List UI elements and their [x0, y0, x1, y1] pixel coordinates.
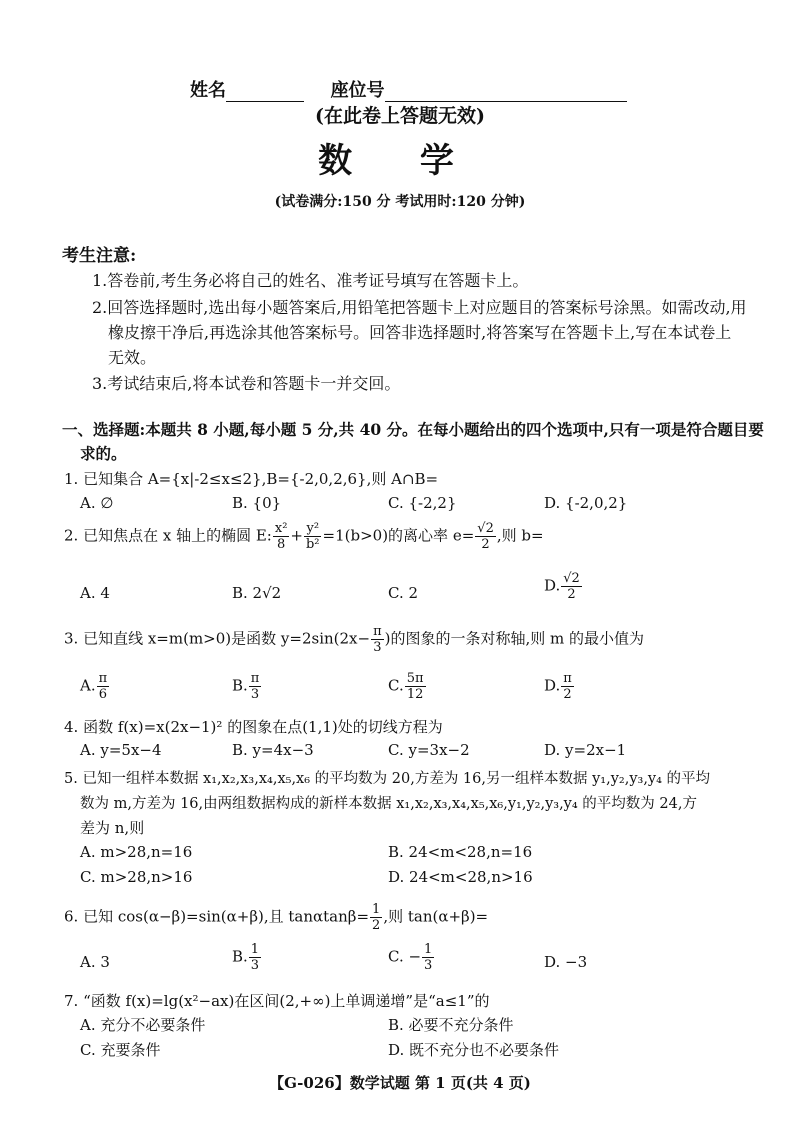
- q5-option-c: C. m>28,n>16: [80, 868, 193, 886]
- q3-option-a: A. $\frac{\pi}{6}$: [80, 671, 108, 702]
- q7-option-c: C. 充要条件: [80, 1041, 161, 1059]
- q7-option-b: B. 必要不充分条件: [388, 1016, 514, 1034]
- exam-info: (试卷满分:150 分 考试用时:120 分钟): [274, 194, 526, 210]
- q2-text-2: =1(b>0)的离心率 e=: [322, 526, 475, 545]
- q2-frac-y: $\frac{\text{y²}}{\text{b²}}$: [305, 521, 320, 552]
- q2-frac-x: $\frac{\text{x²}}{8}$: [274, 521, 288, 552]
- question-7-stem: 7. “函数 f(x)=lg(x²−ax)在区间(2,+∞)上单调递增”是“a≤1”的: [64, 992, 490, 1010]
- q4-option-a: A. y=5x−4: [80, 741, 162, 759]
- q2-option-b: B. 2√2: [232, 584, 282, 602]
- q6-frac-half: $\frac{1}{2}$: [372, 902, 381, 933]
- notice-item-2: 2.回答选择题时,选出每小题答案后,用铅笔把答题卡上对应题目的答案标号涂黑。如需改动,用: [92, 298, 747, 317]
- q6-option-c: C. − $\frac{1}{3}$: [388, 942, 433, 973]
- notice-item-1: 1.答卷前,考生务必将自己的姓名、准考证号填写在答题卡上。: [92, 271, 529, 290]
- page-footer: 【G-026】数学试题 第 1 页(共 4 页): [269, 1074, 531, 1092]
- q6-text-1: 6. 已知 cos(α−β)=sin(α+β),且 tanαtanβ=: [64, 907, 370, 926]
- q2-text-1: 2. 已知焦点在 x 轴上的椭圆 E:: [64, 526, 272, 545]
- q5-option-d: D. 24<m<28,n>16: [388, 868, 533, 886]
- q2-frac-e: $\frac{√2}{2}$: [477, 521, 494, 552]
- q2-option-d-label: D.: [544, 576, 561, 595]
- invalid-note: (在此卷上答题无效): [315, 105, 485, 127]
- notice-item-3: 3.考试结束后,将本试卷和答题卡一并交回。: [92, 374, 401, 393]
- question-5-line-2: 数为 m,方差为 16,由两组数据构成的新样本数据 x₁,x₂,x₃,x₄,x₅,x₆,y₁,y₂,y₃,y₄ 的平均数为 24,方: [80, 796, 697, 812]
- q5-option-b: B. 24<m<28,n=16: [388, 843, 533, 861]
- notice-item-2-cont: 橡皮擦干净后,再选涂其他答案标号。回答非选择题时,将答案写在答题卡上,写在本试卷上: [108, 323, 732, 342]
- question-5-line-1: 5. 已知一组样本数据 x₁,x₂,x₃,x₄,x₅,x₆ 的平均数为 20,方差为 16,另一组样本数据 y₁,y₂,y₃,y₄ 的平均: [64, 771, 711, 787]
- notice-item-2-end: 无效。: [108, 348, 157, 367]
- header-row: [190, 76, 627, 102]
- q6-option-d: D. −3: [544, 953, 588, 971]
- q6-text-2: ,则 tan(α+β)=: [383, 907, 489, 926]
- page-title: 数 学: [318, 141, 482, 181]
- q1-option-a: A. ∅: [80, 494, 114, 512]
- q3-option-d: D. $\frac{\pi}{2}$: [544, 671, 572, 702]
- q1-option-c: C. {-2,2}: [388, 494, 457, 512]
- q6-option-b: B. $\frac{1}{3}$: [232, 942, 260, 973]
- q1-option-d: D. {-2,0,2}: [544, 494, 628, 512]
- q3-text-1: 3. 已知直线 x=m(m>0)是函数 y=2sin(2x−: [64, 629, 371, 648]
- question-1-stem: 1. 已知集合 A={x|-2≤x≤2},B={-2,0,2,6},则 A∩B=: [64, 470, 439, 488]
- name-label: 姓名: [190, 80, 226, 101]
- q3-frac-pi3: $\frac{\pi}{3}$: [373, 624, 382, 655]
- question-4-stem: 4. 函数 f(x)=x(2x−1)² 的图象在点(1,1)处的切线方程为: [64, 718, 443, 736]
- seat-label: 座位号: [330, 80, 385, 101]
- name-blank-line: [226, 85, 304, 102]
- q4-option-c: C. y=3x−2: [388, 741, 470, 759]
- section-heading: 一、选择题:本题共 8 小题,每小题 5 分,共 40 分。在每小题给出的四个选项中,只有一项是符合题目要: [62, 420, 764, 439]
- question-5-line-3: 差为 n,则: [80, 819, 145, 837]
- question-2-stem: [64, 522, 544, 551]
- q4-option-b: B. y=4x−3: [232, 741, 314, 759]
- q2-option-d-frac: $\frac{√2}{2}$: [563, 571, 580, 602]
- q7-option-a: A. 充分不必要条件: [80, 1016, 206, 1034]
- q2-text-3: ,则 b=: [496, 526, 544, 545]
- seat-blank-line: [385, 85, 627, 102]
- q2-option-c: C. 2: [388, 584, 419, 602]
- section-heading-cont: 求的。: [80, 444, 127, 463]
- q7-option-d: D. 既不充分也不必要条件: [388, 1041, 560, 1059]
- q2-plus: +: [290, 526, 303, 545]
- q6-option-a: A. 3: [80, 953, 110, 971]
- q3-text-2: )的图象的一条对称轴,则 m 的最小值为: [384, 629, 645, 648]
- q2-option-d: [544, 572, 583, 601]
- q4-option-d: D. y=2x−1: [544, 741, 627, 759]
- q1-option-b: B. {0}: [232, 494, 282, 512]
- q3-option-c: C. $\frac{5\pi}{12}$: [388, 671, 424, 702]
- q2-option-a: A. 4: [80, 584, 110, 602]
- q5-option-a: A. m>28,n=16: [80, 843, 193, 861]
- notice-heading: 考生注意:: [62, 246, 137, 266]
- q3-option-b: B. $\frac{\pi}{3}$: [232, 671, 260, 702]
- question-6-stem: [64, 903, 488, 932]
- question-3-stem: [64, 625, 644, 654]
